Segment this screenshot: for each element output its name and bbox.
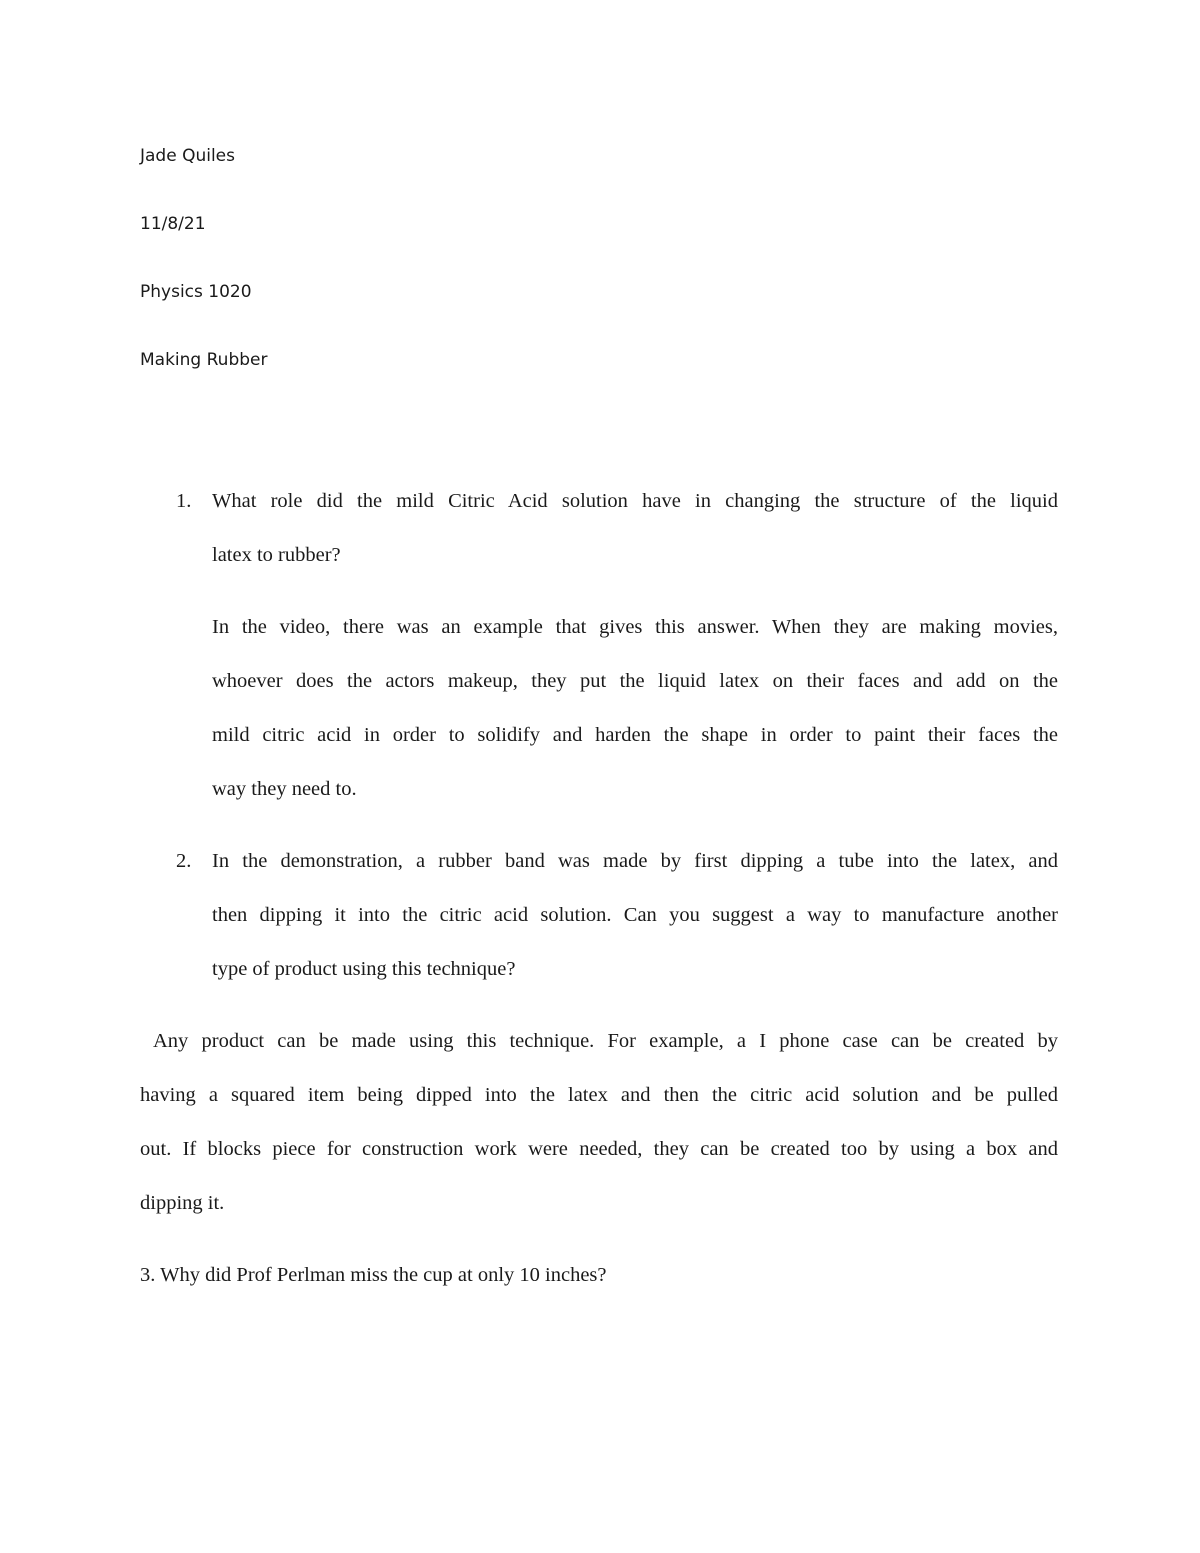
document-date: 11/8/21: [140, 214, 206, 234]
q2-number: 2.: [176, 850, 192, 872]
course-name: Physics 1020: [140, 282, 252, 302]
q2-question-line-2: then dipping it into the citric acid solution. Can you suggest a way to manufacture another: [212, 904, 1058, 926]
q1-answer-line-3: mild citric acid in order to solidify and harden the shape in order to paint their faces the: [212, 724, 1058, 746]
q2-answer-line-2: having a squared item being dipped into the latex and then the citric acid solution and be pulled: [140, 1084, 1058, 1106]
q1-number: 1.: [176, 490, 192, 512]
q2-answer-line-3: out. If blocks piece for construction work were needed, they can be created too by using a box and: [140, 1138, 1058, 1160]
q3-question: 3. Why did Prof Perlman miss the cup at only 10 inches?: [140, 1264, 607, 1286]
document-title: Making Rubber: [140, 350, 268, 370]
q2-answer-line-1: Any product can be made using this technique. For example, a I phone case can be created by: [153, 1030, 1058, 1052]
q1-question-line-1: What role did the mild Citric Acid solution have in changing the structure of the liquid: [212, 490, 1058, 512]
q2-question-line-3: type of product using this technique?: [212, 958, 516, 980]
q2-answer-line-4: dipping it.: [140, 1192, 225, 1214]
q2-question-line-1: In the demonstration, a rubber band was made by first dipping a tube into the latex, and: [212, 850, 1058, 872]
q1-answer-line-1: In the video, there was an example that gives this answer. When they are making movies,: [212, 616, 1058, 638]
q1-answer-line-4: way they need to.: [212, 778, 357, 800]
author-name: Jade Quiles: [140, 146, 236, 166]
q1-question-line-2: latex to rubber?: [212, 544, 341, 566]
q1-answer-line-2: whoever does the actors makeup, they put the liquid latex on their faces and add on the: [212, 670, 1058, 692]
